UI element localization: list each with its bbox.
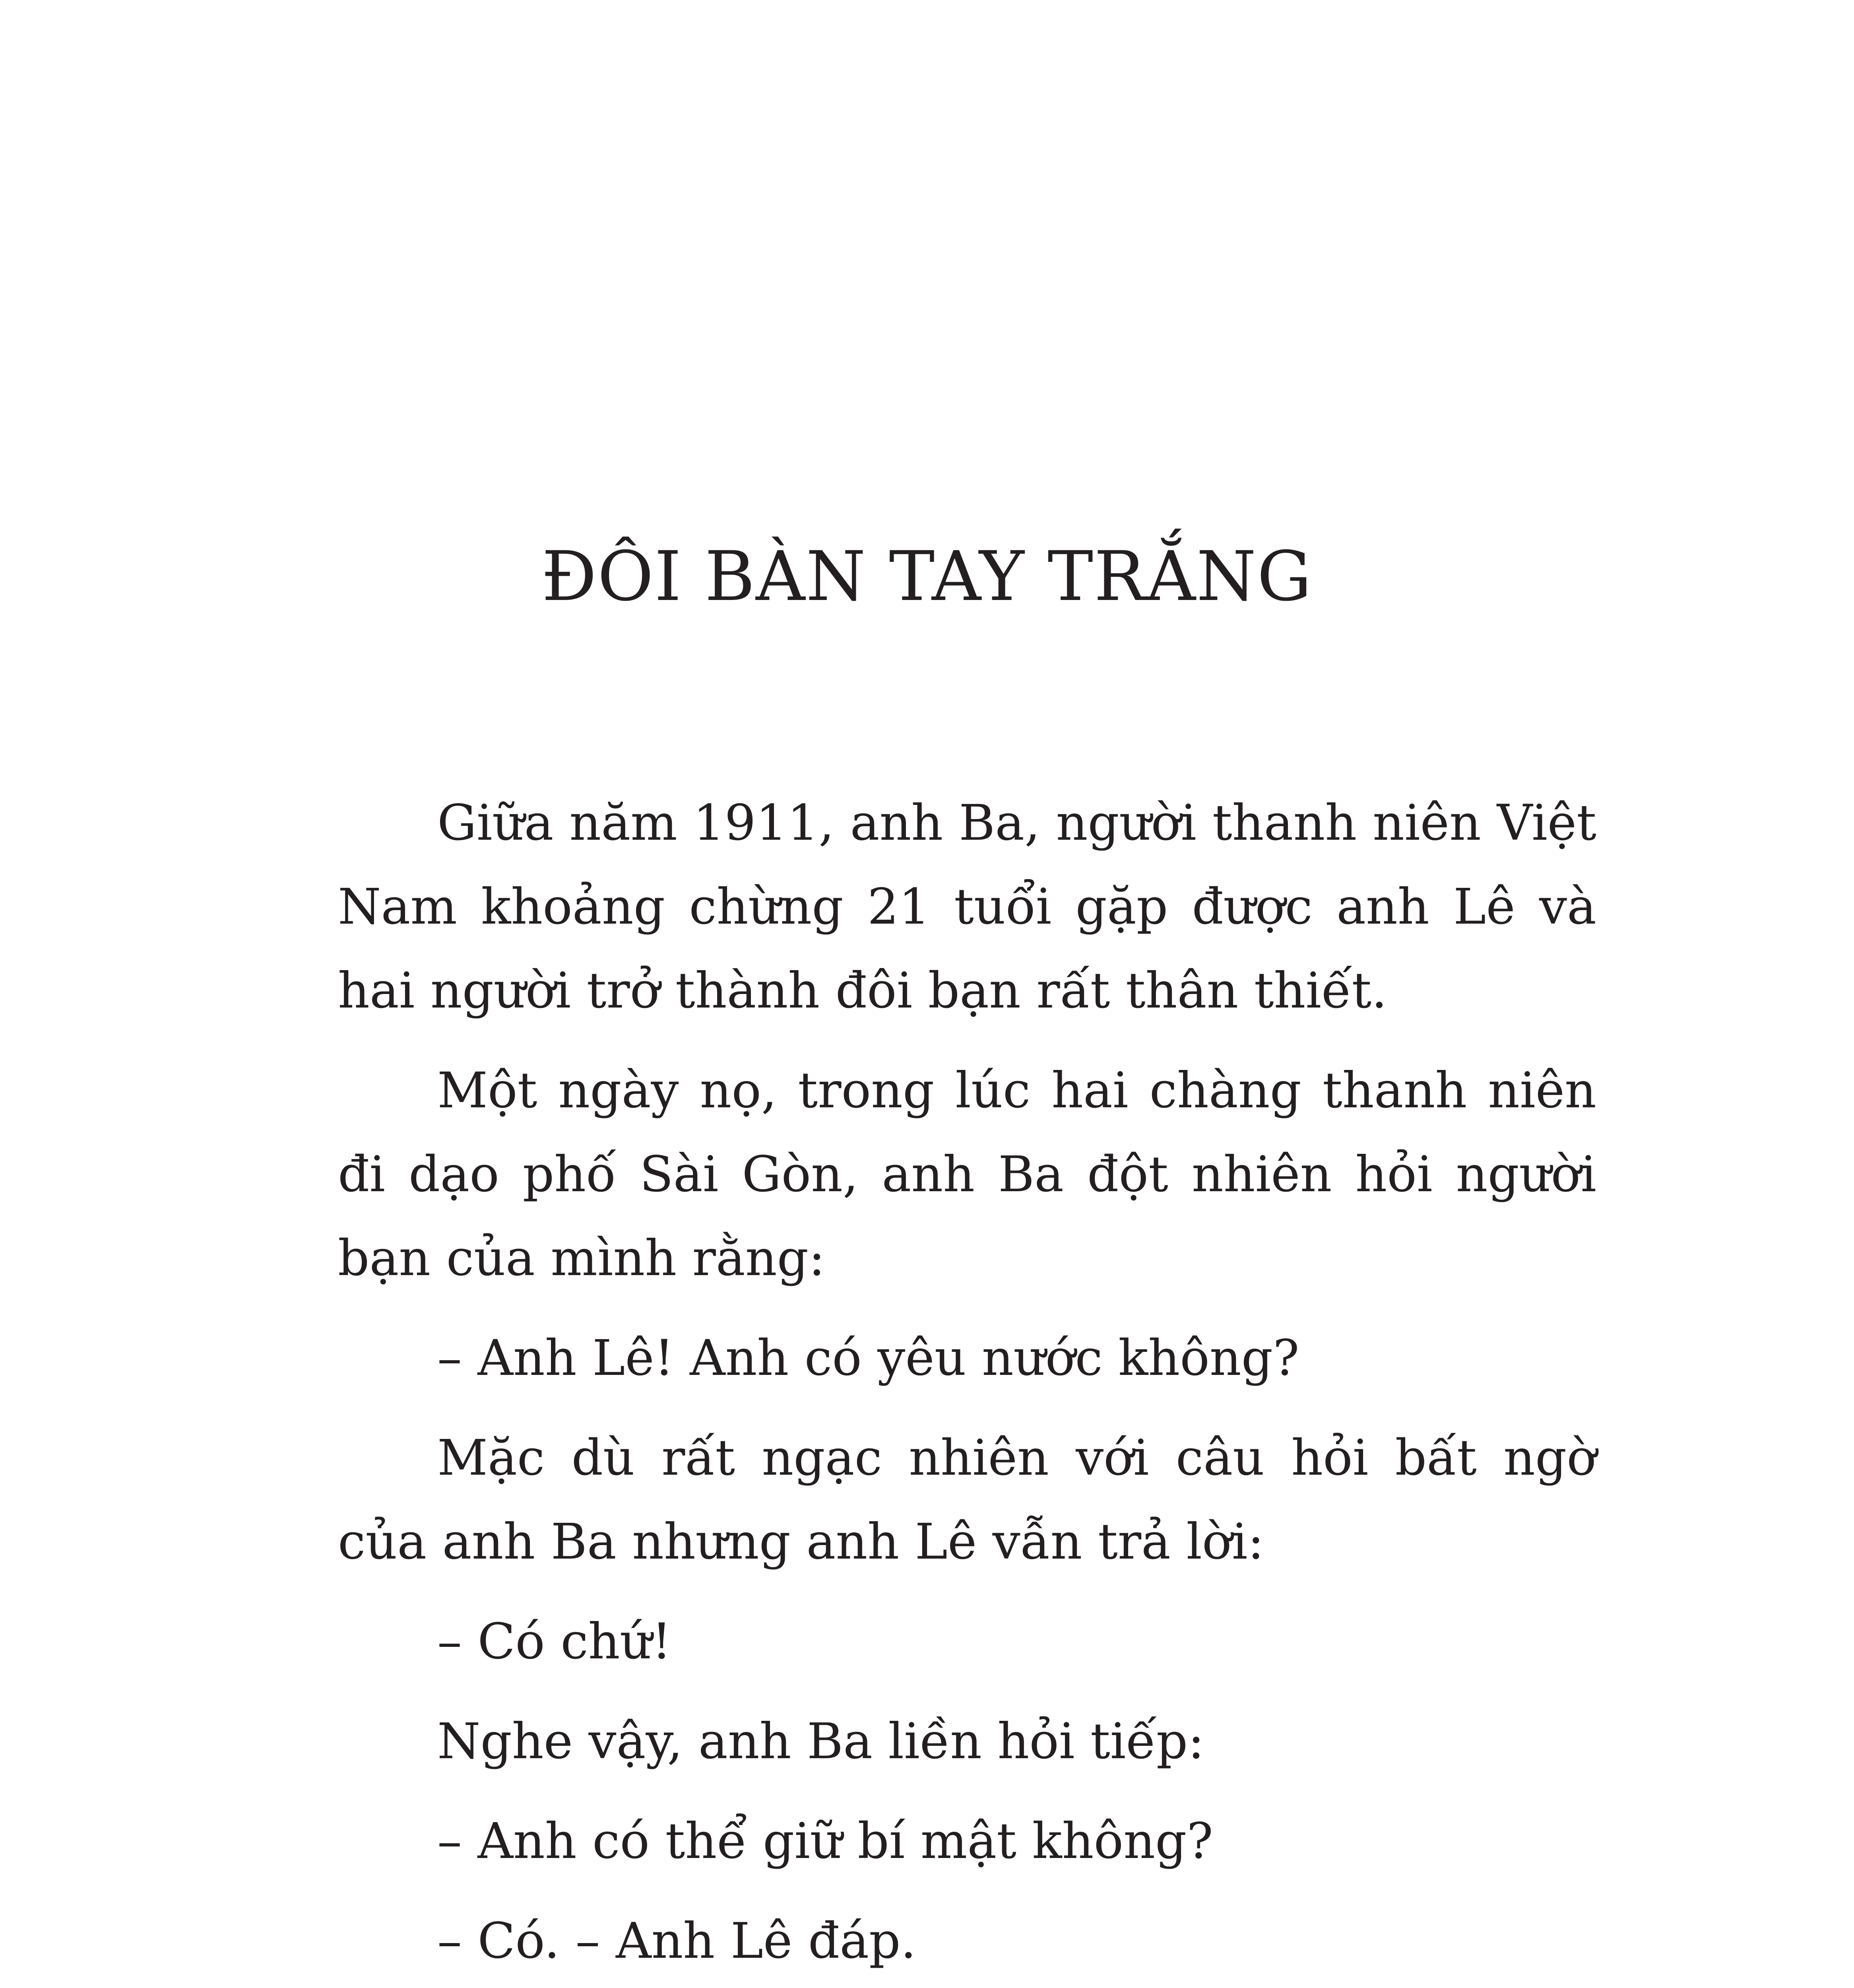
paragraph: – Anh có thể giữ bí mật không? <box>437 1813 1213 1870</box>
chapter-title: ĐÔI BÀN TAY TRẮNG <box>541 536 1313 616</box>
paragraph: – Có chứ! <box>437 1613 672 1670</box>
paragraph: – Có. – Anh Lê đáp. <box>437 1912 916 1970</box>
paragraph: – Anh Lê! Anh có yêu nước không? <box>437 1330 1299 1387</box>
paragraph: Nghe vậy, anh Ba liền hỏi tiếp: <box>437 1713 1204 1770</box>
paragraph: Mặc dù rất ngạc nhiên với câu hỏi bất ngờ của anh Ba nhưng anh Lê vẫn trả lời: <box>338 1429 1596 1571</box>
paragraph: Giữa năm 1911, anh Ba, người thanh niên Việt Nam khoảng chừng 21 tuổi gặp được anh Lê và hai người trở thành đôi bạn rất thân thiết. <box>338 794 1596 1019</box>
body-text <box>338 781 1596 1988</box>
paragraph: Một ngày nọ, trong lúc hai chàng thanh niên đi dạo phố Sài Gòn, anh Ba đột nhiên hỏi người bạn của mình rằng: <box>338 1062 1596 1287</box>
